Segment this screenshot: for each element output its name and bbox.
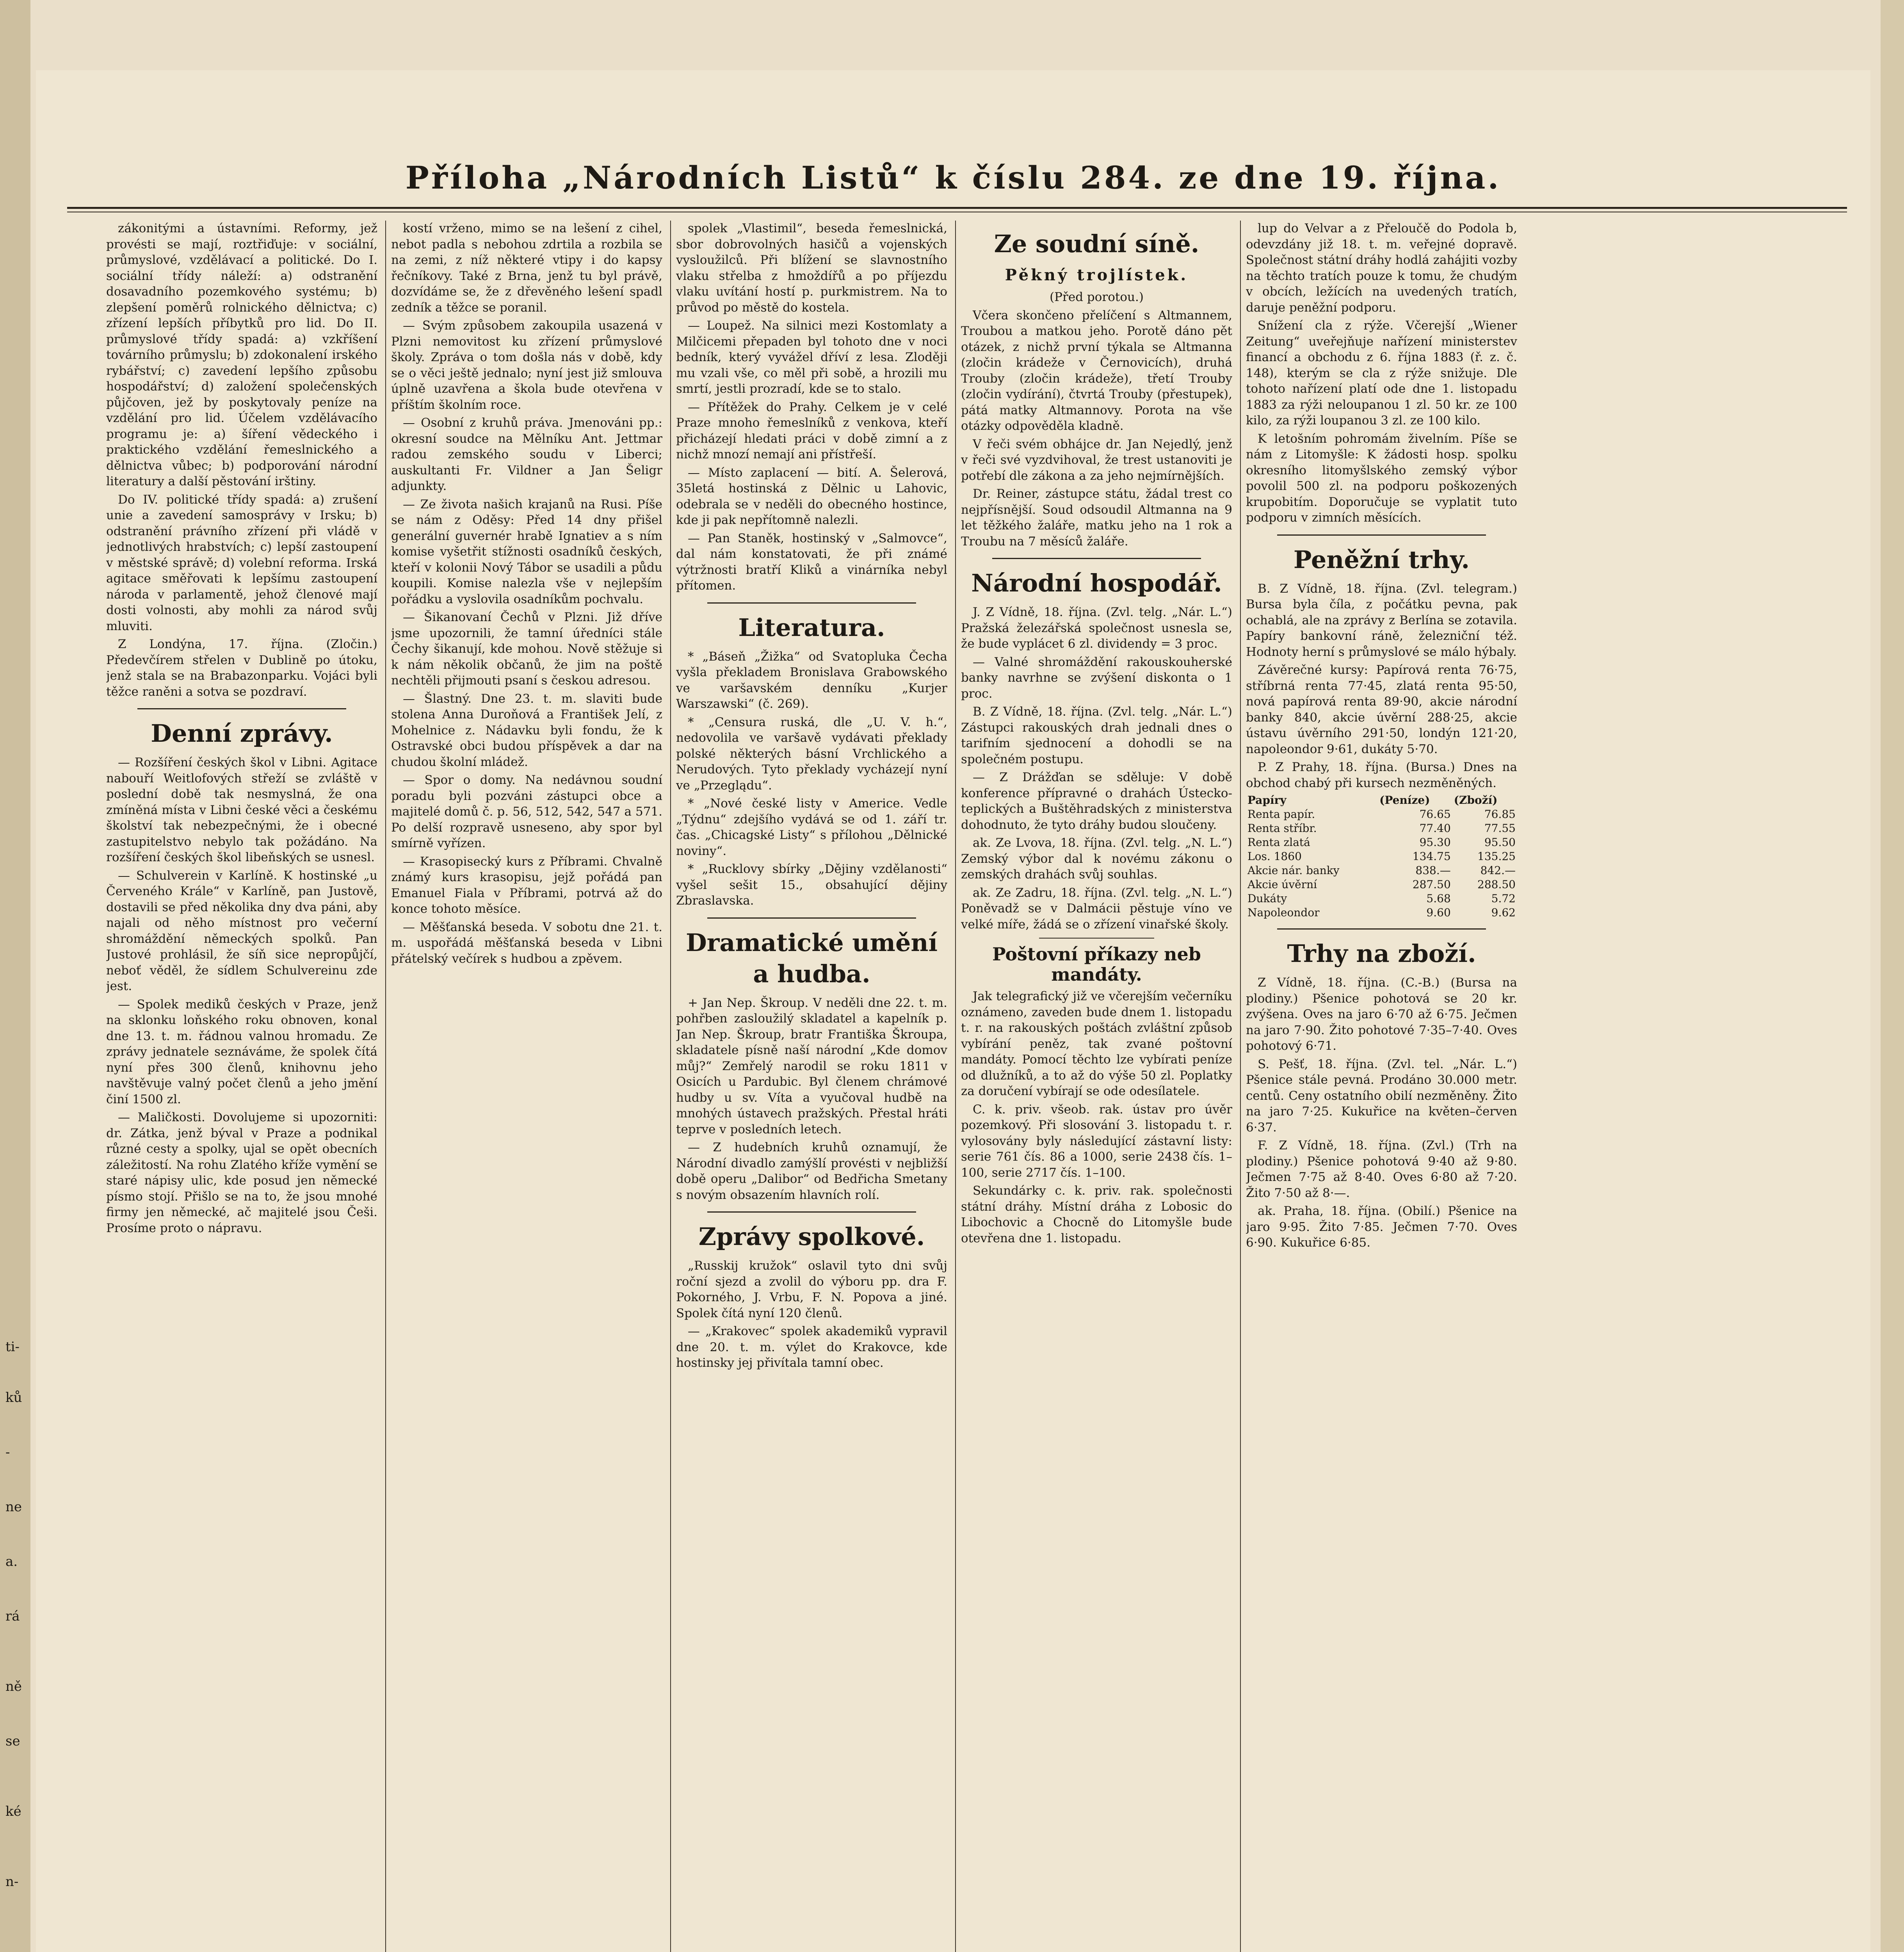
paragraph: — Osobní z kruhů práva. Jmenováni pp.: okresní soudce na Mělníku Ant. Jettmar radou zemského soudu v Liberci; auskultanti Fr. Vildner a Jan Šeligr adjunkty. — [391, 416, 662, 493]
paragraph: ak. Ze Lvova, 18. října. (Zvl. telg. „N. L.“) Zemský výbor dal k novému zákonu o zemských drahách svůj souhlas. — [961, 836, 1232, 882]
table-cell: Akcie nár. banky — [1247, 864, 1340, 877]
table-cell: Akcie úvěrní — [1247, 878, 1317, 891]
paragraph: — Svým způsobem zakoupila usazená v Plzni nemovitost ku zřízení průmyslové školy. Zpráva o tom došla nás v době, kdy se o věci ještě jednalo; nyní jest již smlouva úplně uzavřena a škola bude otevřena v příštím školním roce. — [391, 319, 662, 412]
table-cell: 5.68 — [1426, 892, 1451, 905]
section-heading: Dramatické umění a hudba. — [685, 928, 938, 988]
paragraph: * „Censura ruská, dle „U. V. h.“, nedovolila ve varšavě vydávati překlady polské některých básní Vrchlického a Nerudových. Tyto překlady vycházejí nyní ve „Przeglądu“. — [676, 715, 947, 793]
subheading: Pěkný trojlístek. — [1005, 266, 1189, 284]
paragraph: C. k. priv. všeob. rak. ústav pro úvěr pozemkový. Při slosování 3. listopadu t. r. vylosovány byly následující zástavní listy: serie 761 čís. 86 a 1000, serie 2438 čís. 1–100, serie 2717 čís. 1–100. — [961, 1102, 1232, 1180]
edge-fragment: n- — [5, 1874, 19, 1890]
table-cell: 5.72 — [1491, 892, 1516, 905]
newspaper-page — [36, 70, 1870, 1952]
page-right-edge — [1881, 0, 1904, 1952]
divider — [707, 602, 916, 604]
paragraph: spolek „Vlastimil“, beseda řemeslnická, sbor dobrovolných hasičů a vojenských vysloužilců. Při blížení se slavnostního vlaku střelba z hmoždířů a po příjezdu vlaku uvítání hostí p. purkmistrem. Na to průvod po městě do kostela. — [676, 221, 947, 315]
table-cell: 95.50 — [1484, 836, 1516, 849]
edge-fragment: ké — [5, 1804, 21, 1819]
column-divider — [1240, 221, 1241, 1952]
divider — [67, 207, 1847, 209]
table-cell: 288.50 — [1477, 878, 1516, 891]
table-header: (Zboží) — [1454, 794, 1498, 807]
paragraph: lup do Velvar a z Přeloučě do Podola b, odevzdány již 18. t. m. veřejné dopravě. Společnost státní dráhy hodlá zahájiti vozby na těchto tratích pouze k tomu, že chudým v obcích, ležících na uvedených tratích, daruje peněžní podporu. — [1246, 221, 1517, 315]
divider — [992, 558, 1201, 559]
paragraph: — Maličkosti. Dovolujeme si upozorniti: dr. Zátka, jenž býval v Praze a podnikal různé cesty a spolky, ujal se opět obecních záležitostí. Na rohu Zlatého kříže vymění se staré nápisy ulic, kde posud jen německé písmo stojí. Přišlo se na to, že jsou mnohé firmy jen německé, ač majitelé jsou Češi. Prosíme proto o nápravu. — [106, 1110, 377, 1235]
table-cell: 76.65 — [1419, 808, 1451, 821]
paragraph: Dr. Reiner, zástupce státu, žádal trest co nejpřísnější. Soud odsoudil Altmanna na 9 let těžkého žaláře, matku jeho na 1 rok a Troubu na 7 měsíců žaláře. — [961, 487, 1232, 549]
paragraph: — Šikanovaní Čechů v Plzni. Již dříve jsme upozornili, že tamní úředníci stále Čechy šikanují, kde mohou. Nově stěžuje si k nám několik občanů, že jim na poště nechtěli přijmouti psaní s českou adresou. — [391, 610, 662, 687]
column-1 — [106, 221, 377, 1952]
section-heading: Národní hospodář. — [971, 569, 1222, 597]
table-row — [1246, 864, 1517, 878]
paragraph: Z Londýna, 17. října. (Zločin.) Předevčírem střelen v Dublině po útoku, jenž stala se na Brabazonparku. Vojáci byli těžce raněni a sotva se pozdraví. — [106, 637, 377, 699]
paragraph: F. Z Vídně, 18. října. (Zvl.) (Trh na plodiny.) Pšenice pohotová 9·40 až 9·80. Ječmen 7·75 až 8·40. Oves 6·80 až 7·20. Žito 7·50 až 8·—. — [1246, 1138, 1517, 1200]
table-row — [1246, 850, 1517, 864]
paragraph: — Přítěžek do Prahy. Celkem je v celé Praze mnoho řemeslníků z venkova, kteří přicházejí hledati práci v době zimní a z nichž mnozí nemají ani přístřeší. — [676, 400, 947, 461]
adjacent-page-edge — [0, 0, 30, 1952]
paragraph: J. Z Vídně, 18. října. (Zvl. telg. „Nár. L.“) Pražská železářská společnost usnesla se, že bude vyplácet 6 zl. dividendy = 3 proc. — [961, 605, 1232, 651]
divider — [707, 917, 916, 919]
table-cell: 76.85 — [1484, 808, 1516, 821]
table-cell: Renta stříbr. — [1247, 822, 1317, 835]
table-cell: 842.— — [1480, 864, 1516, 877]
divider — [137, 708, 346, 709]
section-heading: Zprávy spolkové. — [698, 1222, 925, 1251]
edge-fragment: - — [5, 1444, 10, 1460]
paragraph: — Valné shromáždění rakouskouherské banky navrhne se zvýšení diskonta o 1 proc. — [961, 655, 1232, 701]
paragraph: — Z hudebních kruhů oznamují, že Národní divadlo zamýšlí provésti v nejbližší době operu „Dalibor“ od Bedřicha Smetany s novým obsazením hlavních rolí. — [676, 1140, 947, 1202]
table-cell: 95.30 — [1419, 836, 1451, 849]
table-cell: Renta papír. — [1247, 808, 1315, 821]
edge-fragment: se — [5, 1733, 20, 1749]
edge-fragment: ne — [5, 1499, 22, 1515]
paragraph: S. Pešť, 18. října. (Zvl. tel. „Nár. L.“) Pšenice stále pevná. Prodáno 30.000 metr. centů. Ceny ostatního obilí nezměněny. Žito na jaro 7·25. Kukuřice na květen–červen 6·37. — [1246, 1057, 1517, 1135]
exchange-rates-table — [1246, 793, 1517, 920]
column-divider — [670, 221, 671, 1952]
edge-fragment: ti- — [5, 1339, 20, 1355]
paragraph: Sekundárky c. k. priv. rak. společnosti státní dráhy. Místní dráha z Lobosic do Libochovic a Chocně do Litomyšle bude otevřena dne 1. listopadu. — [961, 1184, 1232, 1245]
column-4 — [961, 221, 1232, 1952]
table-cell: Los. 1860 — [1247, 850, 1302, 863]
paragraph: Snížení cla z rýže. Včerejší „Wiener Zeitung“ uveřejňuje nařízení ministerstev financí a obchodu z 6. října 1883 (ř. z. č. 148), kterým se cla z rýže snižuje. Dle tohoto nařízení platí ode dne 1. listopadu 1883 za rýži neloupanou 1 zl. 50 kr. ze 100 kilo, za rýži loupanou 3 zl. ze 100 kilo. — [1246, 319, 1517, 427]
table-row — [1246, 807, 1517, 821]
paragraph: ak. Ze Zadru, 18. října. (Zvl. telg. „N. L.“) Poněvadž se v Dalmácii pěstuje víno ve velké míře, žádá se o zřízení vinařské školy. — [961, 885, 1232, 931]
paragraph: B. Z Vídně, 18. října. (Zvl. telg. „Nár. L.“) Zástupci rakouských drah jednali dnes o tarifním sjednocení a dohodli se na společném postupu. — [961, 705, 1232, 766]
paragraph: — „Krakovec“ spolek akademiků vypravil dne 20. t. m. výlet do Krakovce, kde hostinsky jej přivítala tamní obec. — [676, 1324, 947, 1370]
paragraph: K letošním pohromám živelním. Píše se nám z Litomyšle: K žádosti hosp. spolku okresního litomyšlského zemský výbor povolil 500 zl. na podporu poškozených krupobitím. Doporučuje se vyplatit tuto podporu v zimních měsících. — [1246, 431, 1517, 525]
table-row — [1246, 878, 1517, 892]
column-divider — [385, 221, 386, 1952]
edge-fragment: rá — [5, 1608, 20, 1624]
section-heading: Trhy na zboží. — [1287, 939, 1476, 968]
paragraph: * „Báseň „Žižka“ od Svatopluka Čecha vyšla překladem Bronislava Grabowského ve varšavském denníku „Kurjer Warszawski“ (č. 269). — [676, 649, 947, 711]
paragraph: — Spor o domy. Na nedávnou soudní poradu byli pozváni zástupci obce a majitelé domů č. p. 56, 512, 542, 547 a 571. Po delší rozpravě usneseno, aby spor byl smírně vyřízen. — [391, 773, 662, 850]
paragraph: — Spolek mediků českých v Praze, jenž na sklonku loňského roku obnoven, konal dne 13. t. m. řádnou valnou hromadu. Ze zprávy jednatele seznáváme, že spolek čítá nyní přes 300 členů, knihovnu jeho navštěvuje valný počet členů a jeho jmění činí 1500 zl. — [106, 997, 377, 1106]
paragraph: Jak telegrafický již ve včerejším večerníku oznámeno, zaveden bude dnem 1. listopadu t. r. na rakouských poštách zvláštní způsob vybírání peněz, tak zvané poštovní mandáty. Pomocí těchto lze vybírati peníze od dlužníků, a to až do výše 50 zl. Poplatky za doručení vybírají se ode odesílatele. — [961, 989, 1232, 1098]
paragraph: P. Z Prahy, 18. října. (Bursa.) Dnes na obchod chabý při kursech nezměněných. — [1246, 760, 1517, 790]
paragraph: — Ze života našich krajanů na Rusi. Píše se nám z Oděsy: Před 14 dny přišel generální guvernér hrabě Ignatiev a s ním komise vyšetřit stížnosti osadníků českých, kteří v kolonii Nový Tábor se usadili a půdu koupili. Komise nalezla vše v nejlepším pořádku a vyslovila osadníkům pochvalu. — [391, 497, 662, 606]
table-row — [1246, 906, 1517, 920]
paragraph: — Krasopisecký kurs z Příbrami. Chvalně známý kurs krasopisu, jejž pořádá pan Emanuel Fiala v Příbrami, potrvá až do konce tohoto měsíce. — [391, 854, 662, 916]
paragraph: Z Vídně, 18. října. (C.-B.) (Bursa na plodiny.) Pšenice pohotová se 20 kr. zvýšena. Oves na jaro 6·70 až 6·75. Ječmen na jaro 7·90. Žito pohotové 7·35–7·40. Oves pohotový 6·71. — [1246, 976, 1517, 1053]
section-heading: Peněžní trhy. — [1293, 545, 1470, 574]
column-3 — [676, 221, 947, 1952]
table-header: (Peníze) — [1379, 794, 1430, 807]
table-cell: 77.55 — [1484, 822, 1516, 835]
section-heading: Ze soudní síně. — [994, 230, 1199, 258]
column-2 — [391, 221, 662, 1952]
paragraph: kostí vrženo, mimo se na lešení z cihel, nebot padla s nebohou zdrtila a rozbila se na zemi, z níž některé vtipy i do kapsy řečníkovy. Také z Brna, jenž tu byl právě, dozvídáme se, že z dřevěného lešení spadl zedník a těžce se poranil. — [391, 221, 662, 315]
edge-fragment: ků — [5, 1390, 22, 1405]
paragraph: „Russkij kružok“ oslavil tyto dni svůj roční sjezd a zvolil do výboru pp. dra F. Pokorného, J. Vrbu, F. N. Popova a jiné. Spolek čítá nyní 120 členů. — [676, 1259, 947, 1320]
paragraph: + Jan Nep. Škroup. V neděli dne 22. t. m. pohřben zasloužilý skladatel a kapelník p. Jan Nep. Škroup, bratr Františka Škroupa, skladatele písně naší národní „Kde domov můj?“ Zemřelý narodil se roku 1811 v Osicích u Pardubic. Byl členem chrámové hudby u sv. Víta a vyučoval hudbě na mnohých ústavech pražských. Přestal hráti teprve v posledních letech. — [676, 996, 947, 1136]
table-cell: 134.75 — [1412, 850, 1451, 863]
paragraph: — Měšťanská beseda. V sobotu dne 21. t. m. uspořádá měšťanská beseda v Libni přátelský večírek s hudbou a zpěvem. — [391, 920, 662, 966]
paragraph: Do IV. politické třídy spadá: a) zrušení unie a zavedení samosprávy v Irsku; b) odstranění právního zřízení při vládě v jednotlivých hrabstvích; c) lepší zastoupení v městské správě; d) volební reforma. Irská agitace směřovati k lepšímu zastoupení národa v parlamentě, jehož členové mají dosti volnosti, aby mohli za národ svůj mluviti. — [106, 492, 377, 633]
divider — [1277, 534, 1486, 536]
divider — [707, 1211, 916, 1213]
table-row — [1246, 821, 1517, 835]
table-cell: Renta zlatá — [1247, 836, 1310, 849]
paragraph: — Z Drážďan se sděluje: V době konference přípravné o drahách Ústecko-teplických a Buštěhradských z ministerstva dohodnuto, že tyto dráhy budou sloučeny. — [961, 770, 1232, 832]
section-heading: Denní zprávy. — [151, 719, 333, 748]
table-row — [1246, 892, 1517, 906]
table-cell: Dukáty — [1247, 892, 1287, 905]
column-divider — [955, 221, 956, 1952]
table-row — [1246, 835, 1517, 850]
paragraph: — Schulverein v Karlíně. K hostinské „u Červeného Krále“ v Karlíně, pan Justově, dostavili se před několika dny dva páni, aby najali od něho místnost pro večerní shromáždění německých spolků. Pan Justové prohlásil, že síň sice nepropůjčí, neboť věděl, že sídlem Schulvereinu zde jest. — [106, 868, 377, 993]
subheading: Poštovní příkazy neb mandáty. — [992, 944, 1201, 985]
paragraph: — Místo zaplacení — bití. A. Šelerová, 35letá hostinská z Dělnic u Lahovic, odebrala se v neděli do obecného hostince, kde ji pak nepřítomně nalezli. — [676, 465, 947, 527]
divider — [1277, 928, 1486, 930]
paragraph: Včera skončeno přelíčení s Altmannem, Troubou a matkou jeho. Porotě dáno pět otázek, z nichž první týkala se Altmanna (zločin krádeže v Černovicích), druhá Trouby (zločin krádeže), třetí Trouby (zločin vydírání), čtvrtá Trouby (přestupek), pátá matky Altmannovy. Porota na vše otázky odpověděla kladně. — [961, 308, 1232, 433]
paragraph: * „Rucklovy sbírky „Dějiny vzdělanosti“ vyšel sešit 15., obsahující dějiny Zbraslavska. — [676, 862, 947, 908]
table-cell: Napoleondor — [1247, 906, 1320, 919]
section-heading: Literatura. — [738, 613, 885, 642]
subheading-note: (Před porotou.) — [1050, 290, 1144, 304]
page-title: Příloha „Národních Listů“ k číslu 284. ze dne 19. října. — [405, 159, 1501, 196]
paragraph: — Rozšíření českých škol v Libni. Agitace nabouří Weitlofových střeží se zvláště v poslední době tak nesmyslná, že ona zmíněná místa v Libni české věci a českému školství tak nebezpečnými, že i obecné zastupitelstvo nebylo tak požádáno. Na rozšíření českých škol libeňských se usnesl. — [106, 755, 377, 864]
paragraph: — Šlastný. Dne 23. t. m. slaviti bude stolena Anna Duroňová a František Jelí, z Mohelnice z. Nádavku byli fondu, že k Ostravské obci budou příspěvek a dar na chudou školní mládež. — [391, 691, 662, 769]
edge-fragment: a. — [5, 1554, 18, 1569]
table-cell: 9.60 — [1426, 906, 1451, 919]
paragraph: B. Z Vídně, 18. října. (Zvl. telegram.) Bursa byla číla, z počátku pevna, pak ochablá, ale na zprávy z Berlína se zotavila. Papíry bankovní ráně, železniční též. Hodnoty herní s průmyslové se málo hýbaly. — [1246, 581, 1517, 659]
paragraph: zákonitými a ústavními. Reformy, jež provésti se mají, roztřiďuje: v sociální, průmyslové, vzdělávací a politické. Do I. sociální třídy náleží: a) odstranění dosavadního pozemkového systému; b) zlepšení poměrů rolnického dělnictva; c) zřízení lepších příbytků pro lid. Do II. průmyslové třídy spadá: a) vzkříšení továrního průmyslu; b) zdokonalení irského rybářství; c) zavedení lepšího způsobu hospodářství; d) založení společenských půjčoven, jež by poskytovaly peníze na vzdělání pro lid. Účelem vzdělávacího programu je: a) šíření vědeckého i praktického vzdělání řemeslnického a dělnictva vůbec; b) podporování národní literatury a další pěstování irštiny. — [106, 221, 377, 488]
table-cell: 287.50 — [1412, 878, 1451, 891]
paragraph: V řeči svém obhájce dr. Jan Nejedlý, jenž v řeči své vyzdvihoval, že trest ustanoviti je potřebí dle zákona a za jeho nejmírnějších. — [961, 437, 1232, 483]
table-cell: 135.25 — [1477, 850, 1516, 863]
paragraph: ak. Praha, 18. října. (Obilí.) Pšenice na jaro 9·95. Žito 7·85. Ječmen 7·70. Oves 6·90. Kukuřice 6·85. — [1246, 1204, 1517, 1250]
paragraph: * „Nové české listy v Americe. Vedle „Týdnu“ zdejšího vydává se od 1. září tr. čas. „Chicagské Listy“ s přílohou „Dělnické noviny“. — [676, 796, 947, 858]
divider — [1039, 938, 1154, 939]
column-5 — [1246, 221, 1517, 1952]
table-cell: 9.62 — [1491, 906, 1516, 919]
edge-fragment: ně — [5, 1679, 22, 1694]
table-cell: 838.— — [1415, 864, 1451, 877]
table-cell: 77.40 — [1419, 822, 1451, 835]
paragraph: — Loupež. Na silnici mezi Kostomlaty a Milčicemi přepaden byl tohoto dne v noci bedník, který vyvážel dříví z lesa. Zloději mu vzali vše, co měl při sobě, a hrozili mu smrtí, jestli prozradí, kde se to stalo. — [676, 319, 947, 396]
table-header: Papíry — [1247, 794, 1287, 807]
paragraph: Závěrečné kursy: Papírová renta 76·75, stříbrná renta 77·45, zlatá renta 95·50, nová papírová renta 89·90, akcie národní banky 840, akcie úvěrní 288·25, akcie ústavu úvěrního 291·50, londýn 121·20, napoleondor 9·61, dukáty 5·70. — [1246, 663, 1517, 756]
paragraph: — Pan Staněk, hostinský v „Salmovce“, dal nám konstatovati, že při známé výtržnosti bratří Kliků a vinárníka nebyl přítomen. — [676, 531, 947, 593]
